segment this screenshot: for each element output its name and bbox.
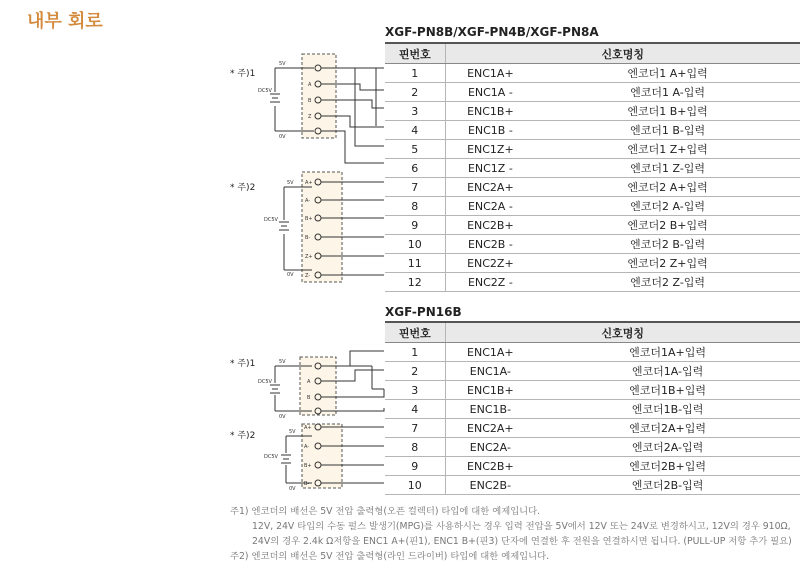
label-dc5v: DC5V (264, 217, 278, 223)
label-0v: 0V (279, 134, 286, 140)
encoder1-box (302, 54, 336, 138)
label-5v: 5V (279, 359, 286, 365)
signal-desc-cell: 엔코더2A+입력 (535, 419, 800, 438)
signal-name-cell: ENC2B+ (445, 216, 535, 235)
pin-cell: 3 (385, 381, 445, 400)
section2-title: XGF-PN16B (385, 305, 462, 319)
pin-header: 핀번호 (385, 322, 445, 343)
label-dc5v: DC5V (258, 88, 272, 94)
label-b: B (307, 395, 311, 401)
encoder2-box (302, 172, 342, 282)
signal-desc-cell: 엔코더1 Z-입력 (535, 159, 800, 178)
note-line-3: 24V의 경우 2.4k Ω저항을 ENC1 A+(핀1), ENC1 B+(핀3) 단자에 연결한 후 전원을 연결하시면 됩니다. (PULL-UP 저항 추가 필요) (252, 536, 792, 547)
label-ap: A+ (304, 425, 312, 431)
signal-desc-cell: 엔코더1B-입력 (535, 400, 800, 419)
signal-desc-cell: 엔코더1 A-입력 (535, 83, 800, 102)
pin-cell: 2 (385, 83, 445, 102)
label-am: A- (304, 444, 310, 450)
footnotes (230, 504, 792, 564)
signal-name-cell: ENC2B+ (445, 457, 535, 476)
signal-desc-cell: 엔코더1 B+입력 (535, 102, 800, 121)
label-ap: A+ (305, 180, 313, 186)
note-mark-2: * 주)2 (230, 183, 256, 193)
label-5v: 5V (289, 429, 296, 435)
encoder4-line-driver-diagram (281, 424, 384, 488)
label-dc5v: DC5V (264, 454, 278, 460)
signal-desc-cell: 엔코더1A+입력 (535, 343, 800, 362)
note-mark-4: * 주)2 (230, 431, 256, 441)
label-bp: B+ (305, 216, 313, 222)
signal-desc-cell: 엔코더2 A-입력 (535, 197, 800, 216)
pin-cell: 7 (385, 178, 445, 197)
signal-desc-cell: 엔코더1B+입력 (535, 381, 800, 400)
signal-name-cell: ENC2B- (445, 476, 535, 495)
signal-name-cell: ENC1B+ (445, 102, 535, 121)
signal-header: 신호명칭 (445, 322, 800, 343)
label-zm: Z- (305, 273, 311, 279)
encoder1-open-collector-diagram (270, 54, 384, 163)
pin-cell: 12 (385, 273, 445, 292)
label-0v: 0V (279, 414, 286, 420)
signal-name-cell: ENC2A+ (445, 178, 535, 197)
pin-cell: 8 (385, 197, 445, 216)
pin-cell: 5 (385, 140, 445, 159)
signal-desc-cell: 엔코더2 A+입력 (535, 178, 800, 197)
pin-cell: 6 (385, 159, 445, 178)
label-0v: 0V (287, 272, 294, 278)
signal-desc-cell: 엔코더1 A+입력 (535, 64, 800, 83)
signal-name-cell: ENC1A+ (445, 343, 535, 362)
pin-cell: 7 (385, 419, 445, 438)
signal-desc-cell: 엔코더2 Z-입력 (535, 273, 800, 292)
signal-name-cell: ENC2Z - (445, 273, 535, 292)
signal-name-cell: ENC1A - (445, 83, 535, 102)
signal-desc-cell: 엔코더2A-입력 (535, 438, 800, 457)
label-0v: 0V (289, 486, 296, 492)
label-b: B (308, 98, 312, 104)
pin-cell: 8 (385, 438, 445, 457)
signal-name-cell: ENC1Z - (445, 159, 535, 178)
label-5v: 5V (279, 61, 286, 67)
signal-name-cell: ENC1B+ (445, 381, 535, 400)
pin-cell: 2 (385, 362, 445, 381)
pin-cell: 1 (385, 64, 445, 83)
signal-desc-cell: 엔코더1 B-입력 (535, 121, 800, 140)
signal-name-cell: ENC2Z+ (445, 254, 535, 273)
signal-name-cell: ENC2A+ (445, 419, 535, 438)
label-dc5v: DC5V (258, 379, 272, 385)
signal-desc-cell: 엔코더2 B-입력 (535, 235, 800, 254)
label-am: A- (305, 198, 311, 204)
signal-name-cell: ENC1B - (445, 121, 535, 140)
label-a: A (307, 379, 311, 385)
label-z: Z (308, 114, 312, 120)
encoder3-open-collector-diagram (270, 351, 384, 415)
signal-desc-cell: 엔코더1 Z+입력 (535, 140, 800, 159)
signal-desc-cell: 엔코더2 B+입력 (535, 216, 800, 235)
section1-title: XGF-PN8B/XGF-PN4B/XGF-PN8A (385, 25, 599, 39)
label-5v: 5V (287, 180, 294, 186)
signal-name-cell: ENC1Z+ (445, 140, 535, 159)
pin-cell: 11 (385, 254, 445, 273)
signal-name-cell: ENC2B - (445, 235, 535, 254)
signal-header: 신호명칭 (445, 43, 800, 64)
pin-cell: 10 (385, 235, 445, 254)
label-a: A (308, 82, 312, 88)
signal-name-cell: ENC2A - (445, 197, 535, 216)
pin-header: 핀번호 (385, 43, 445, 64)
signal-desc-cell: 엔코더2B-입력 (535, 476, 800, 495)
label-bp: B+ (304, 463, 312, 469)
note-mark-1: * 주)1 (230, 69, 256, 79)
note-line-2: 12V, 24V 타입의 수동 펄스 발생기(MPG)를 사용하시는 경우 입력 전압을 5V에서 12V 또는 24V로 변경하시고, 12V의 경우 910Ω, (252, 521, 791, 532)
label-bm: B- (304, 481, 310, 487)
signal-desc-cell: 엔코더2B+입력 (535, 457, 800, 476)
encoder2-line-driver-diagram (279, 172, 384, 282)
pin-cell: 9 (385, 216, 445, 235)
note-line-4: 주2) 엔코더의 배선은 5V 전압 출력형(라인 드라이버) 타입에 대한 예제입니다. (230, 551, 550, 562)
signal-name-cell: ENC1A- (445, 362, 535, 381)
pin-cell: 4 (385, 400, 445, 419)
note-mark-3: * 주)1 (230, 359, 256, 369)
pin-cell: 10 (385, 476, 445, 495)
pin-cell: 4 (385, 121, 445, 140)
label-zp: Z+ (305, 254, 313, 260)
pin-cell: 1 (385, 343, 445, 362)
label-bm: B- (305, 235, 311, 241)
note-line-1: 주1) 엔코더의 배선은 5V 전압 출력형(오픈 컬렉터) 타입에 대한 예제입니다. (230, 506, 541, 517)
page-title: 내부 회로 (27, 11, 103, 32)
signal-desc-cell: 엔코더2 Z+입력 (535, 254, 800, 273)
pin-cell: 3 (385, 102, 445, 121)
pin-cell: 9 (385, 457, 445, 476)
signal-name-cell: ENC1B- (445, 400, 535, 419)
signal-desc-cell: 엔코더1A-입력 (535, 362, 800, 381)
signal-name-cell: ENC1A+ (445, 64, 535, 83)
encoder4-box (302, 424, 342, 488)
signal-name-cell: ENC2A- (445, 438, 535, 457)
